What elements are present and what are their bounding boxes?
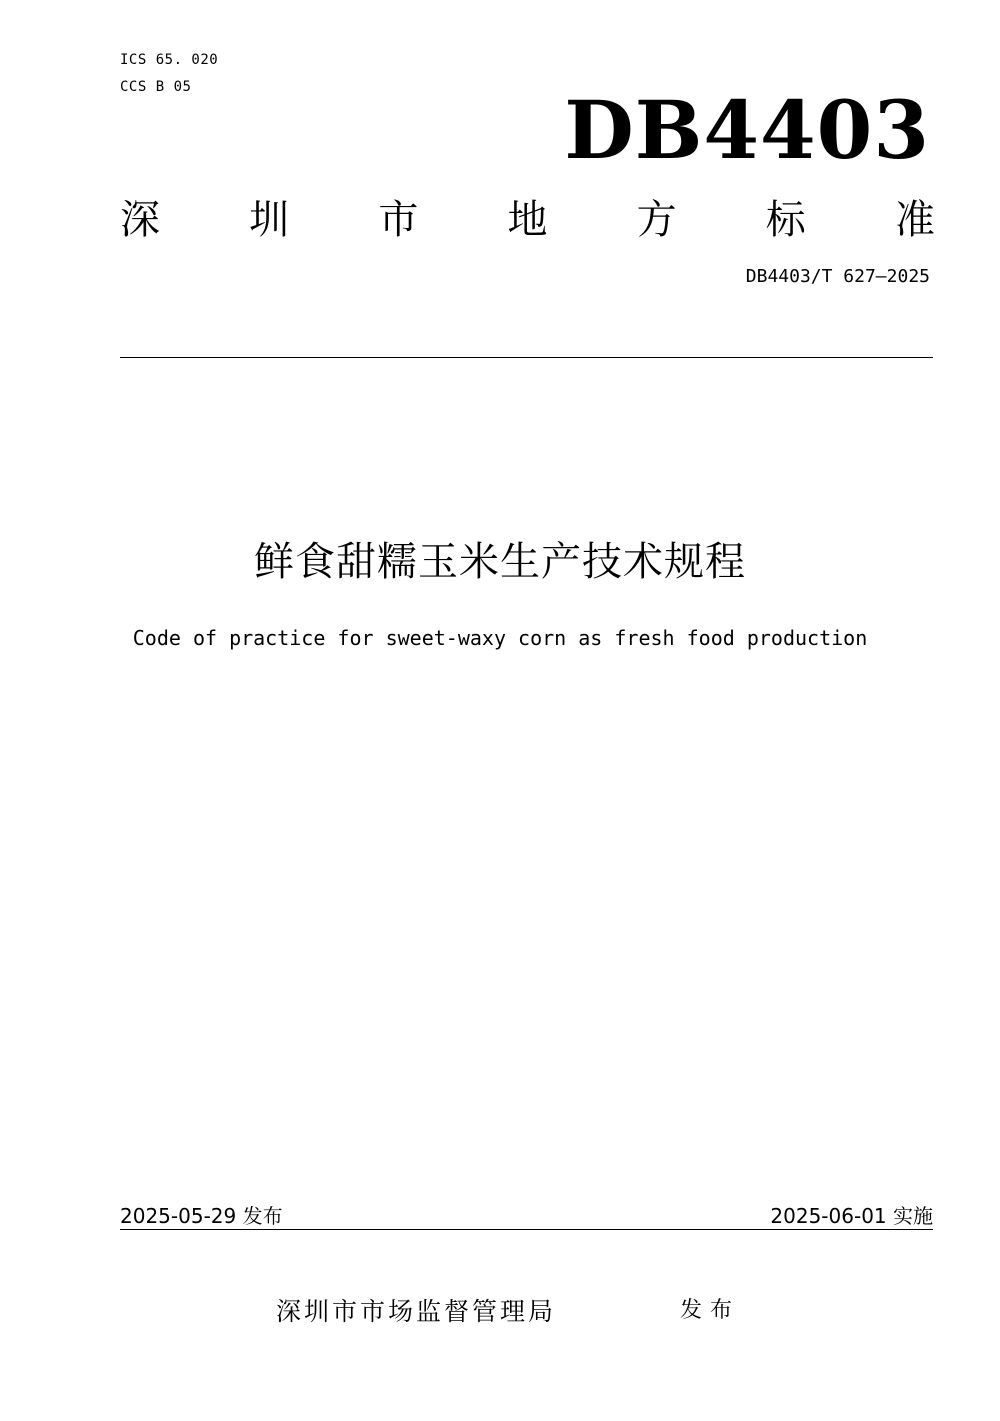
implementation-date: 2025-06-01 实施 [770, 1204, 933, 1228]
standard-prefix-code: DB4403 [564, 83, 930, 177]
standard-type-char: 市 [378, 197, 419, 243]
publish-label: 发布 [680, 1298, 741, 1323]
date-row [120, 1202, 933, 1230]
issuing-authority: 深圳市市场监督管理局 [276, 1297, 557, 1326]
standard-number: DB4403/T 627—2025 [745, 266, 930, 287]
standard-type-char: 准 [894, 197, 935, 243]
standard-type-char: 地 [507, 197, 548, 243]
issue-date: 2025-05-29 发布 [120, 1204, 283, 1228]
ics-code: ICS 65. 020 [120, 52, 219, 68]
standard-type-char: 深 [120, 197, 160, 243]
header-divider [120, 357, 933, 358]
document-title-english: Code of practice for sweet-waxy corn as fresh food production [132, 626, 868, 650]
ccs-code: CCS B 05 [120, 79, 192, 95]
standard-type-char: 圳 [249, 197, 290, 243]
standard-type-char: 标 [765, 197, 806, 243]
standard-type-char: 方 [636, 197, 677, 243]
footer-divider [120, 1229, 933, 1230]
document-title-chinese: 鲜食甜糯玉米生产技术规程 [254, 539, 746, 585]
standard-type [120, 196, 935, 244]
